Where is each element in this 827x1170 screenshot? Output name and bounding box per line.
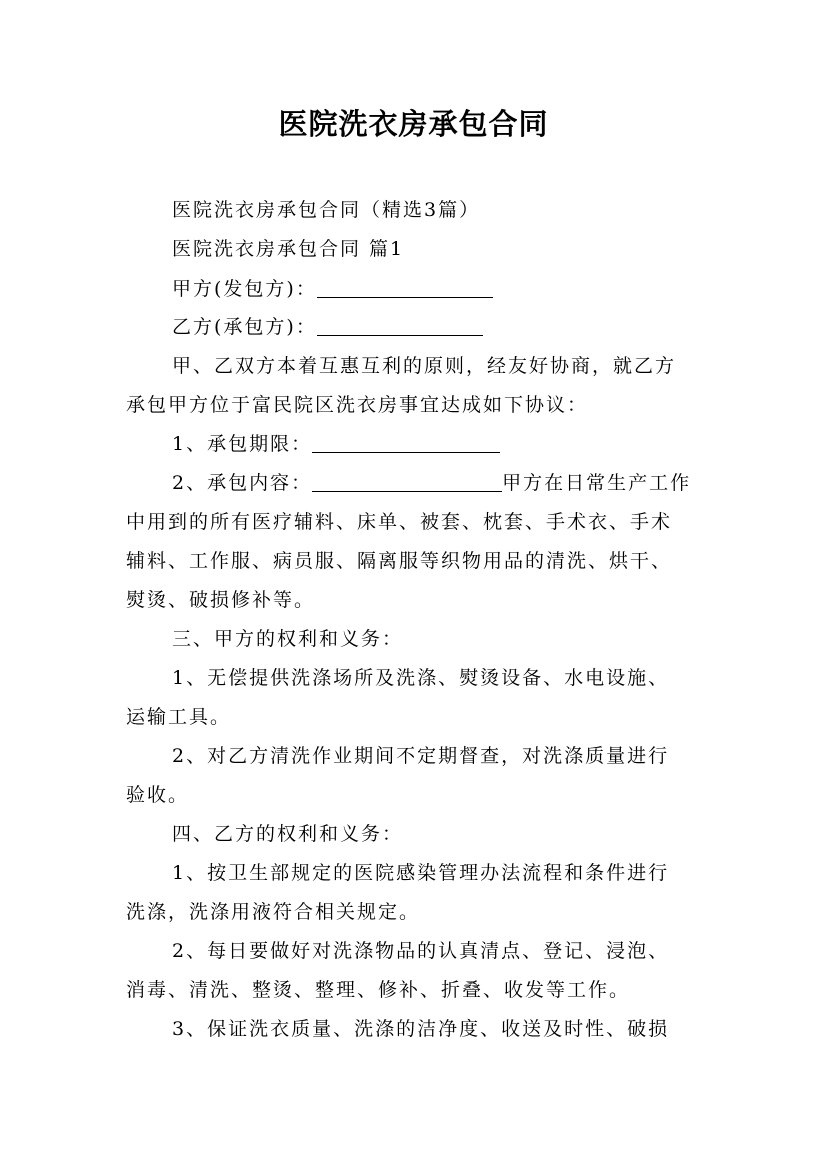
paragraph-line: 验收。	[126, 784, 190, 806]
paragraph-line: 2、每日要做好对洗涤物品的认真清点、登记、浸泡、	[172, 940, 670, 962]
section-heading: 四、乙方的权利和义务：	[172, 823, 404, 845]
paragraph-line: 洗涤，洗涤用液符合相关规定。	[126, 901, 421, 923]
paragraph-line: 3、保证洗衣质量、洗涤的洁净度、收送及时性、破损	[172, 1018, 670, 1040]
paragraph-line: 1、无偿提供洗涤场所及洗涤、熨烫设备、水电设施、	[172, 667, 670, 689]
paragraph-line: 甲、乙双方本着互惠互利的原则，经友好协商，就乙方	[172, 355, 677, 377]
content-text: 甲方在日常生产工作	[502, 472, 692, 494]
paragraph-line: 熨烫、破损修补等。	[126, 589, 316, 611]
paragraph-line: 运输工具。	[126, 706, 232, 728]
paragraph-line: 消毒、清洗、整烫、整理、修补、折叠、收发等工作。	[126, 979, 631, 1001]
content-blank	[312, 471, 502, 492]
party-a-label: 甲方(发包方)：	[172, 278, 317, 300]
paragraph-line: 2、对乙方清洗作业期间不定期督查，对洗涤质量进行	[172, 745, 670, 767]
party-a-blank	[317, 277, 493, 298]
term-label: 1、承包期限：	[172, 433, 313, 455]
party-b-line	[172, 313, 483, 341]
paragraph-line: 承包甲方位于富民院区洗衣房事宜达成如下协议：	[126, 394, 589, 416]
party-a-line	[172, 275, 493, 303]
content-label: 2、承包内容：	[172, 472, 313, 494]
paragraph-line: 辅料、工作服、病员服、隔离服等织物用品的清洗、烘干、	[126, 550, 673, 572]
paragraph-line: 中用到的所有医疗辅料、床单、被套、枕套、手术衣、手术	[126, 511, 673, 533]
paragraph-line: 1、按卫生部规定的医院感染管理办法流程和条件进行	[172, 862, 670, 884]
party-b-blank	[317, 315, 483, 336]
party-b-label: 乙方(承包方)：	[172, 316, 317, 338]
term-line	[172, 430, 500, 458]
subtitle-line: 医院洗衣房承包合同（精选3篇）	[172, 199, 481, 221]
document-title: 医院洗衣房承包合同	[278, 107, 549, 141]
section-heading: 医院洗衣房承包合同 篇1	[172, 238, 405, 260]
section-heading: 三、甲方的权利和义务：	[172, 628, 404, 650]
content-line	[172, 469, 691, 497]
term-blank	[312, 432, 500, 453]
